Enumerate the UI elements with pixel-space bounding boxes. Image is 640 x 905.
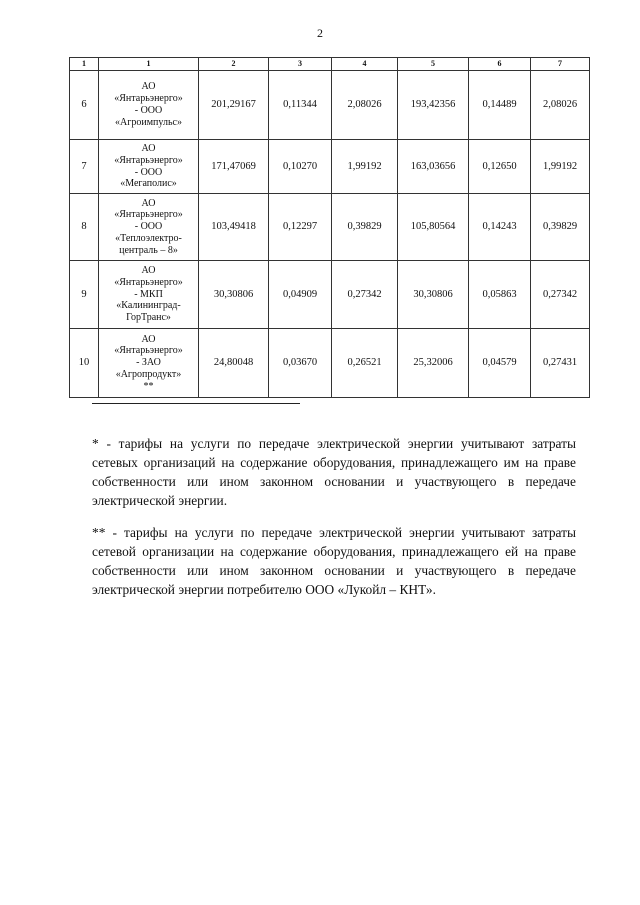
organization-cell: АО «Янтарьэнерго» - ООО «Мегаполис» (99, 140, 199, 194)
table-row (70, 140, 590, 194)
footnote-single-asterisk: * - тарифы на услуги по передаче электрической энергии учитывают затраты сетевых организаций на содержание оборудования, принадлежащего им на праве собственности или ином законном основании и участвующего в передаче электрической энергии. (92, 436, 576, 509)
value-cell: 0,27431 (531, 329, 590, 398)
header-cell: 4 (332, 58, 398, 71)
value-cell: 0,39829 (531, 194, 590, 261)
header-cell: 1 (70, 58, 99, 71)
row-number: 9 (70, 261, 99, 329)
header-cell: 5 (398, 58, 469, 71)
value-cell: 25,32006 (398, 329, 469, 398)
value-cell: 0,26521 (332, 329, 398, 398)
value-cell: 0,03670 (269, 329, 332, 398)
value-cell: 0,04909 (269, 261, 332, 329)
value-cell: 193,42356 (398, 71, 469, 140)
tariff-table (69, 57, 590, 398)
table-header-row (70, 58, 590, 71)
value-cell: 30,30806 (398, 261, 469, 329)
value-cell: 0,04579 (469, 329, 531, 398)
table-row (70, 329, 590, 398)
table-row (70, 194, 590, 261)
organization-cell: АО «Янтарьэнерго» - МКП «Калининград- ГорТранс» (99, 261, 199, 329)
page-number: 2 (317, 26, 323, 40)
organization-cell: АО «Янтарьэнерго» - ООО «Теплоэлектро- централь – 8» (99, 194, 199, 261)
value-cell: 0,27342 (531, 261, 590, 329)
value-cell: 1,99192 (531, 140, 590, 194)
value-cell: 0,27342 (332, 261, 398, 329)
value-cell: 2,08026 (332, 71, 398, 140)
value-cell: 1,99192 (332, 140, 398, 194)
organization-cell: АО «Янтарьэнерго» - ЗАО «Агропродукт» ** (99, 329, 199, 398)
header-cell: 3 (269, 58, 332, 71)
value-cell: 0,39829 (332, 194, 398, 261)
value-cell: 2,08026 (531, 71, 590, 140)
value-cell: 0,10270 (269, 140, 332, 194)
value-cell: 0,14243 (469, 194, 531, 261)
row-number: 6 (70, 71, 99, 140)
value-cell: 0,12650 (469, 140, 531, 194)
value-cell: 163,03656 (398, 140, 469, 194)
row-number: 8 (70, 194, 99, 261)
value-cell: 103,49418 (199, 194, 269, 261)
value-cell: 201,29167 (199, 71, 269, 140)
header-cell: 6 (469, 58, 531, 71)
value-cell: 105,80564 (398, 194, 469, 261)
value-cell: 171,47069 (199, 140, 269, 194)
value-cell: 0,11344 (269, 71, 332, 140)
value-cell: 0,14489 (469, 71, 531, 140)
header-cell: 7 (531, 58, 590, 71)
footnote-divider (92, 403, 300, 404)
header-cell: 1 (99, 58, 199, 71)
value-cell: 30,30806 (199, 261, 269, 329)
value-cell: 24,80048 (199, 329, 269, 398)
value-cell: 0,05863 (469, 261, 531, 329)
row-number: 7 (70, 140, 99, 194)
table-row (70, 71, 590, 140)
organization-cell: АО «Янтарьэнерго» - ООО «Агроимпульс» (99, 71, 199, 140)
row-number: 10 (70, 329, 99, 398)
value-cell: 0,12297 (269, 194, 332, 261)
header-cell: 2 (199, 58, 269, 71)
table-row (70, 261, 590, 329)
footnote-double-asterisk: ** - тарифы на услуги по передаче электрической энергии учитывают затраты сетевой организации на содержание оборудования, принадлежащего ей на праве собственности или ином законном основании и участвующего в передаче электрической энергии потребителю ООО «Лукойл – КНТ». (92, 525, 576, 598)
